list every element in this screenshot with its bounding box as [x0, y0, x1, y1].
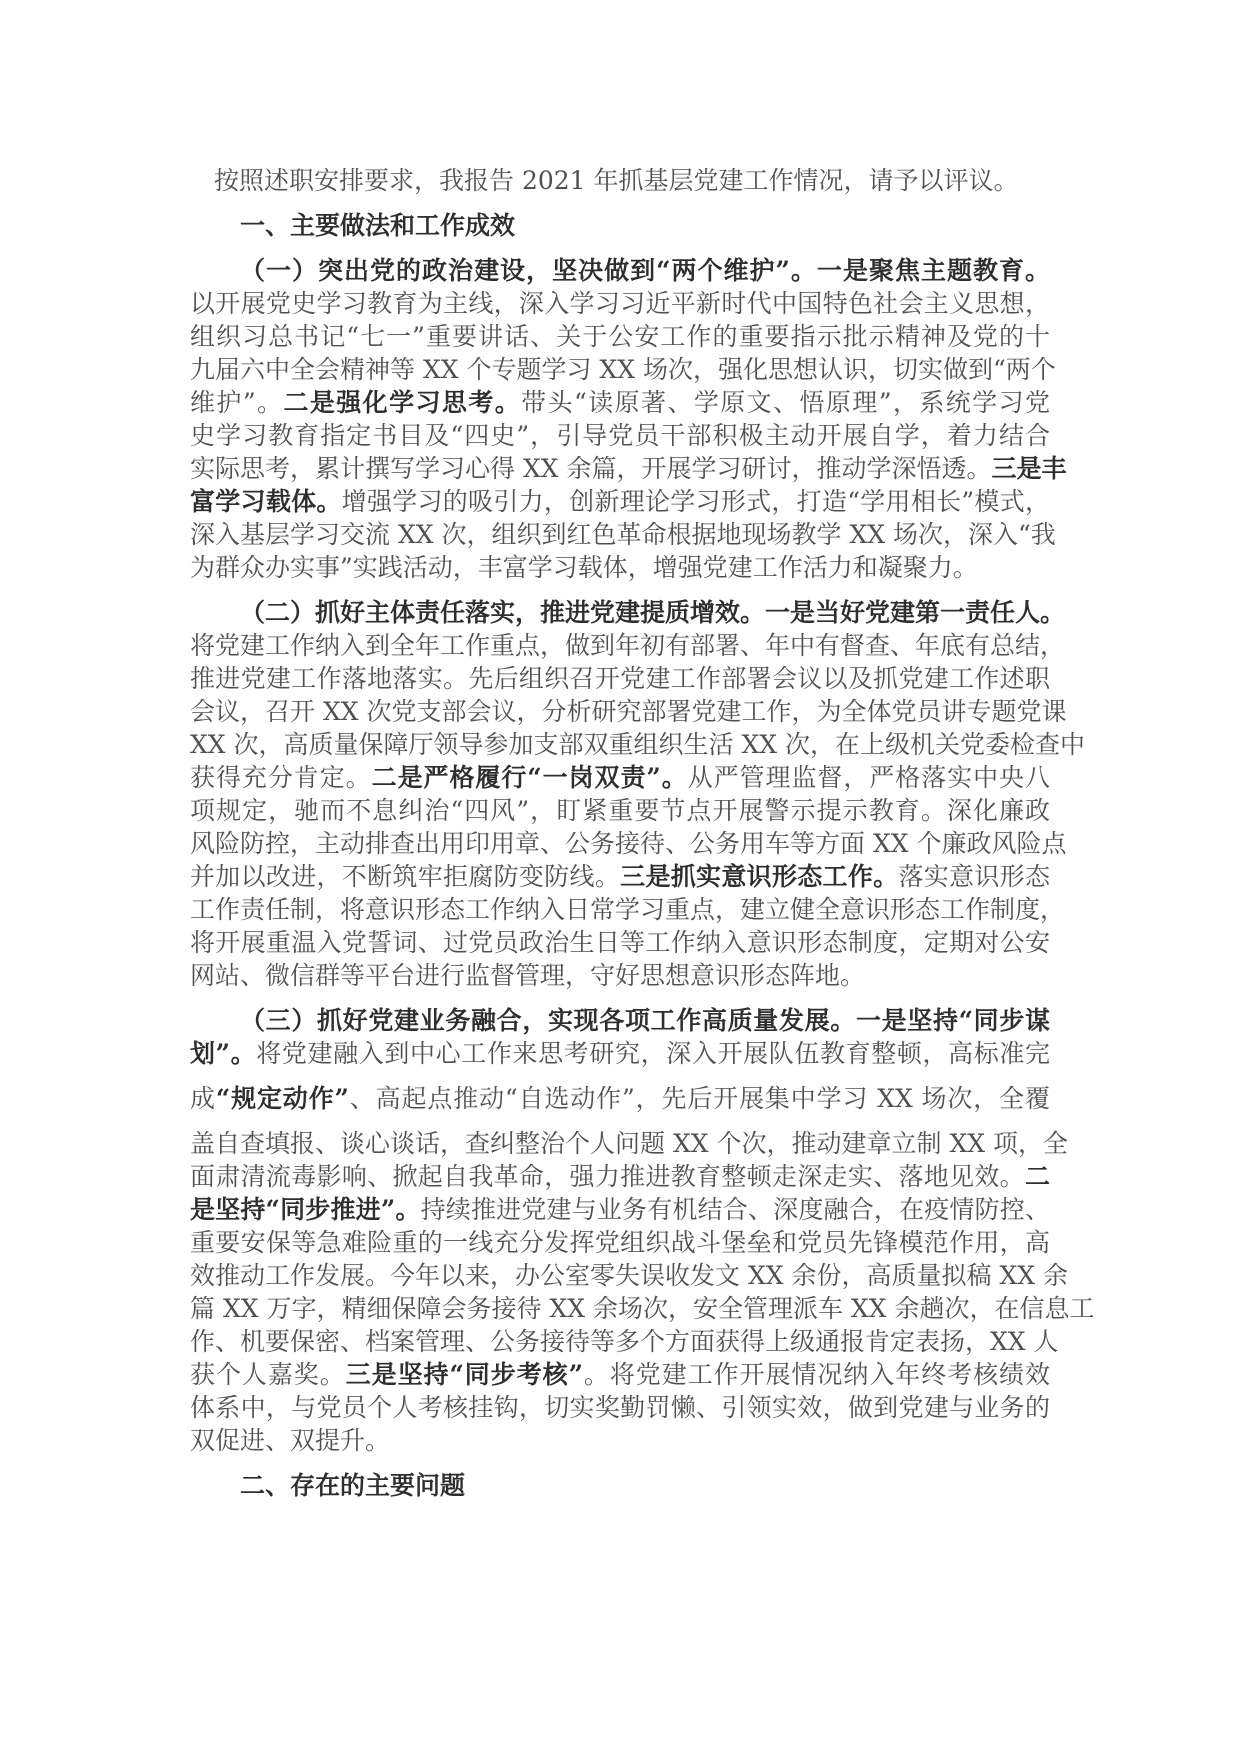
bold-text: “规定动作” — [215, 1084, 349, 1113]
body-text: 深入基层学习交流 XX 次，组织到红色革命根据地现场教学 XX 场次，深入“我 — [190, 520, 1056, 549]
bold-text: 富学习载体。 — [190, 487, 342, 516]
body-text: 盖自查填报、谈心谈话，查纠整治个人问题 XX 个次，推动建章立制 XX 项，全 — [190, 1129, 1068, 1158]
text-line — [190, 827, 1067, 860]
body-text: 组织习总书记“七一”重要讲话、关于公安工作的重要指示批示精神及党的十 — [190, 322, 1050, 351]
bold-text: 二 — [1024, 1162, 1050, 1191]
bold-text: 二是严格履行“一岗双责”。 — [371, 763, 688, 792]
body-text: 风险防控，主动排查出用印用章、公务接待、公务用车等方面 XX 个廉政风险点 — [190, 829, 1067, 858]
body-text: 项规定，驰而不息纠治“四风”，盯紧重要节点开展警示提示教育。深化廉政 — [190, 796, 1050, 825]
text-line — [190, 695, 1067, 728]
body-text: 作、机要保密、档案管理、公务接待等多个方面获得上级通报肯定表扬，XX 人 — [190, 1327, 1059, 1356]
text-line — [190, 761, 1050, 794]
body-text: 工作责任制，将意识形态工作纳入日常学习重点，建立健全意识形态工作制度， — [190, 895, 1066, 924]
text-line — [190, 518, 1056, 551]
body-text: 体系中，与党员个人考核挂钩，切实奖勤罚懒、引领实效，做到党建与业务的 — [190, 1393, 1050, 1422]
body-text: 增强学习的吸引力，创新理论学习形式，打造“学用相长”模式， — [341, 487, 1050, 516]
text-line — [190, 926, 1050, 959]
bold-text: 三是丰 — [991, 454, 1067, 483]
paragraph — [190, 254, 1067, 584]
body-text: 将党建工作纳入到全年工作重点，做到年初有部署、年中有督查、年底有总结， — [190, 631, 1066, 660]
body-text: 重要安保等急难险重的一线充分发挥党组织战斗堡垒和党员先锋模范作用，高 — [190, 1228, 1050, 1257]
bold-text: 三是抓实意识形态工作。 — [620, 862, 899, 891]
text-line — [190, 1391, 1050, 1424]
text-line — [190, 1292, 1095, 1325]
bold-text: （三）抓好党建业务融合，实现各项工作高质量发展。一是坚持“同步谋 — [240, 1006, 1050, 1035]
body-text: 九届六中全会精神等 XX 个专题学习 XX 场次，强化思想认识，切实做到“两个 — [190, 355, 1056, 384]
body-text: 面肃清流毒影响、掀起自我革命，强力推进教育整顿走深走实、落地见效。 — [190, 1162, 1025, 1191]
text-line — [190, 452, 1067, 485]
text-line — [190, 1325, 1059, 1358]
bold-text: 是坚持“同步推进”。 — [190, 1195, 421, 1224]
intro-paragraph — [190, 164, 1050, 197]
text-line — [190, 728, 1086, 761]
text-line — [190, 287, 1050, 320]
bold-text: 一、主要做法和工作成效 — [240, 211, 516, 240]
subsection-line — [190, 254, 1050, 287]
body-text: 成 — [190, 1084, 216, 1113]
bold-text: 二、存在的主要问题 — [240, 1471, 466, 1500]
section-heading — [190, 1469, 1050, 1502]
bold-text: （二）抓好主体责任落实，推进党建提质增效。一是当好党建第一责任人。 — [240, 598, 1066, 627]
text-line — [190, 1358, 1050, 1391]
text-line — [190, 1127, 1068, 1160]
body-text: 将开展重温入党誓词、过党员政治生日等工作纳入意识形态制度，定期对公安 — [190, 928, 1050, 957]
text-line — [190, 1424, 1050, 1457]
body-text: 、高起点推动“自选动作”，先后开展集中学习 XX 场次，全覆 — [348, 1084, 1050, 1113]
text-line — [190, 353, 1056, 386]
body-text: 将党建融入到中心工作来思考研究，深入开展队伍教育整顿，高标准完 — [256, 1039, 1050, 1068]
text-line — [190, 386, 1050, 419]
body-text: 以开展党史学习教育为主线，深入学习习近平新时代中国特色社会主义思想， — [190, 289, 1050, 318]
body-text: 效推动工作发展。今年以来，办公室零失误收发文 XX 余份，高质量拟稿 XX 余 — [190, 1261, 1068, 1290]
body-text: 实际思考，累计撰写学习心得 XX 余篇，开展学习研讨，推动学深悟透。 — [190, 454, 992, 483]
text-line — [190, 419, 1050, 452]
document-page — [190, 164, 1095, 1502]
bold-text: 二是强化学习思考。 — [283, 388, 522, 417]
body-text: 从严管理监督，严格落实中央八 — [687, 763, 1050, 792]
text-line — [190, 485, 1050, 518]
body-text: 落实意识形态 — [898, 862, 1050, 891]
body-text: 史学习教育指定书目及“四史”，引导党员干部积极主动开展自学，着力结合 — [190, 421, 1050, 450]
text-line — [190, 662, 1050, 695]
text-line — [190, 629, 1066, 662]
body-text: 网站、微信群等平台进行监督管理，守好思想意识形态阵地。 — [190, 961, 866, 990]
text-line — [190, 320, 1050, 353]
body-text: 按照述职安排要求，我报告 2021 年抓基层党建工作情况，请予以评议。 — [214, 166, 1019, 195]
text-line — [190, 1193, 1050, 1226]
text-line — [190, 1469, 1050, 1502]
body-text: 维护”。 — [190, 388, 284, 417]
body-text: 为群众办实事”实践活动，丰富学习载体，增强党建工作活力和凝聚力。 — [190, 553, 978, 582]
body-text: 获得充分肯定。 — [190, 763, 372, 792]
body-text: 篇 XX 万字，精细保障会务接待 XX 余场次，安全管理派车 XX 余趟次，在信息工 — [190, 1294, 1095, 1323]
body-text: XX 次，高质量保障厅领导参加支部双重组织生活 XX 次，在上级机关党委检查中 — [190, 730, 1086, 759]
text-line — [190, 794, 1050, 827]
text-line — [190, 893, 1066, 926]
text-line — [190, 860, 1050, 893]
text-line — [190, 551, 1050, 584]
body-text: 持续推进党建与业务有机结合、深度融合，在疫情防控、 — [420, 1195, 1050, 1224]
body-text: 并加以改进，不断筑牢拒腐防变防线。 — [190, 862, 621, 891]
paragraph — [190, 1004, 1095, 1457]
body-text: 推进党建工作落地落实。先后组织召开党建工作部署会议以及抓党建工作述职 — [190, 664, 1050, 693]
subsection-line — [190, 1004, 1050, 1037]
section-heading — [190, 209, 1050, 242]
body-text: 带头“读原著、学原文、悟原理”，系统学习党 — [521, 388, 1050, 417]
text-line — [190, 1259, 1068, 1292]
body-text: 。将党建工作开展情况纳入年终考核绩效 — [582, 1360, 1050, 1389]
text-line — [190, 1160, 1050, 1193]
text-line — [190, 1226, 1050, 1259]
text-line — [190, 164, 1050, 197]
text-line — [190, 959, 1050, 992]
text-line — [190, 1037, 1050, 1070]
body-text: 会议，召开 XX 次党支部会议，分析研究部署党建工作，为全体党员讲专题党课 — [190, 697, 1067, 726]
body-text: 双促进、双提升。 — [190, 1426, 391, 1455]
bold-text: 三是坚持“同步考核” — [345, 1360, 583, 1389]
text-line — [190, 1082, 1050, 1115]
body-text: 获个人嘉奖。 — [190, 1360, 346, 1389]
subsection-line — [190, 596, 1066, 629]
bold-text: （一）突出党的政治建设，坚决做到“两个维护”。一是聚焦主题教育。 — [240, 256, 1050, 285]
bold-text: 划”。 — [190, 1039, 257, 1068]
text-line — [190, 209, 1050, 242]
paragraph — [190, 596, 1086, 992]
